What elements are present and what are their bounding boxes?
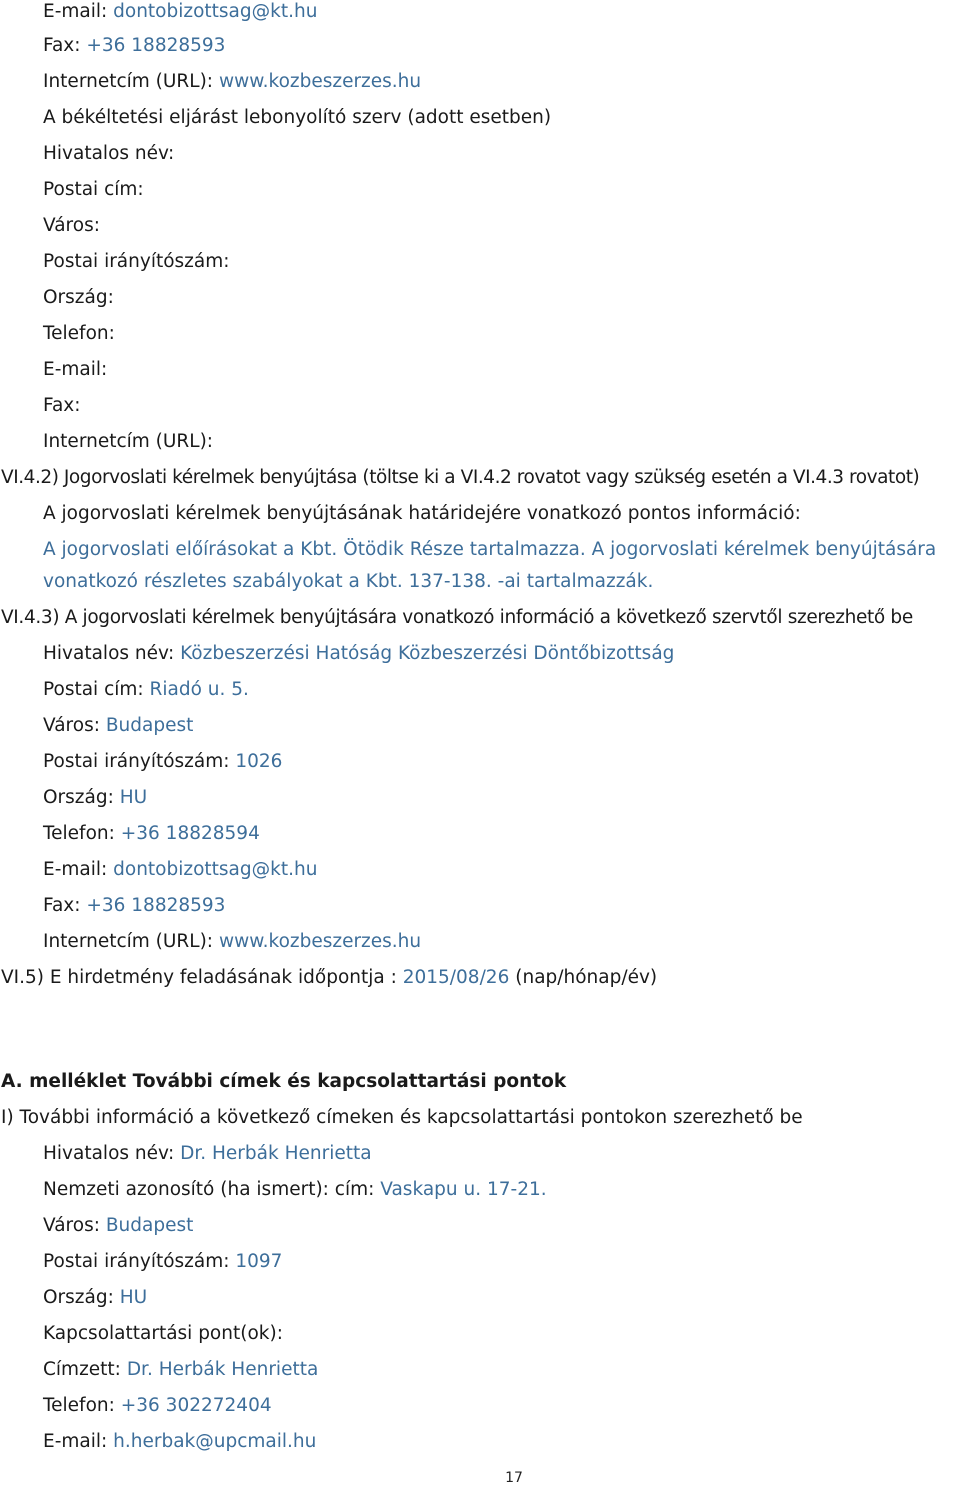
vi43-email-row (43, 858, 317, 882)
page-number: 17 (505, 1470, 523, 1486)
annex-zip-value: 1097 (235, 1251, 283, 1272)
vi43-fax-value: +36 18828593 (86, 895, 226, 916)
vi43-email-value: dontobizottsag@kt.hu (113, 859, 318, 880)
bekeltetes-title: A békéltetési eljárást lebonyolító szerv (adott esetben) (43, 107, 552, 128)
vi43-fax-row (43, 894, 225, 918)
bekeltetes-address-label: Postai cím: (43, 179, 144, 200)
annex-phone-value: +36 302272404 (120, 1395, 272, 1416)
bekeltetes-name-label: Hivatalos név: (43, 143, 175, 164)
annex-national-id-label: Nemzeti azonosító (ha ismert): cím: (43, 1179, 375, 1200)
vi42-subheading: A jogorvoslati kérelmek benyújtásának határidejére vonatkozó pontos információ: (43, 503, 801, 524)
url-label: Internetcím (URL): (43, 71, 214, 92)
annex-name-value: Dr. Herbák Henrietta (180, 1143, 372, 1164)
vi43-heading: VI.4.3) A jogorvoslati kérelmek benyújtására vonatkozó információ a következő szervtől szerezhető be (1, 607, 913, 628)
annex-email-row (43, 1430, 316, 1454)
vi43-country-label: Ország: (43, 787, 114, 808)
bekeltetes-phone-label: Telefon: (43, 323, 115, 344)
annex-name-label: Hivatalos név: (43, 1143, 175, 1164)
annex-recipient-label: Címzett: (43, 1359, 121, 1380)
annex-recipient-value: Dr. Herbák Henrietta (126, 1359, 319, 1380)
annex-email-value: h.herbak@upcmail.hu (113, 1431, 317, 1452)
vi43-name-label: Hivatalos név: (43, 643, 175, 664)
vi43-fax-label: Fax: (43, 895, 81, 916)
annex-title: A. melléklet További címek és kapcsolattartási pontok (1, 1071, 567, 1092)
vi43-name-value: Közbeszerzési Hatóság Közbeszerzési Döntőbizottság (180, 643, 675, 664)
annex-country-row (43, 1286, 147, 1310)
vi5-row (1, 966, 657, 990)
vi43-url-value: www.kozbeszerzes.hu (218, 931, 422, 952)
vi42-value-line2: vonatkozó részletes szabályokat a Kbt. 137-138. -ai tartalmazzák. (43, 571, 654, 592)
annex-phone-label: Telefon: (43, 1395, 115, 1416)
email-row (43, 0, 317, 24)
vi43-address-row (43, 678, 249, 702)
annex-country-label: Ország: (43, 1287, 114, 1308)
annex-zip-label: Postai irányítószám: (43, 1251, 230, 1272)
annex-country-value: HU (119, 1287, 148, 1308)
annex-city-label: Város: (43, 1215, 100, 1236)
fax-label: Fax: (43, 35, 81, 56)
annex-recipient-row (43, 1358, 318, 1382)
fax-row (43, 34, 225, 58)
annex-zip-row (43, 1250, 282, 1274)
vi42-heading: VI.4.2) Jogorvoslati kérelmek benyújtása (töltse ki a VI.4.2 rovatot vagy szükség esetén a VI.4.3 rovatot) (1, 467, 920, 488)
email-label: E-mail: (43, 1, 108, 22)
vi43-zip-value: 1026 (235, 751, 283, 772)
vi43-city-row (43, 714, 193, 738)
fax-value: +36 18828593 (86, 35, 226, 56)
vi5-suffix: (nap/hónap/év) (515, 967, 658, 988)
annex-national-id-row (43, 1178, 547, 1202)
url-row (43, 70, 421, 94)
bekeltetes-email-label: E-mail: (43, 359, 108, 380)
bekeltetes-country-label: Ország: (43, 287, 114, 308)
annex-email-label: E-mail: (43, 1431, 108, 1452)
bekeltetes-zip-label: Postai irányítószám: (43, 251, 230, 272)
bekeltetes-url-label: Internetcím (URL): (43, 431, 214, 452)
annex-contact-label: Kapcsolattartási pont(ok): (43, 1323, 283, 1344)
annex-address-value: Vaskapu u. 17-21. (380, 1179, 547, 1200)
vi43-phone-label: Telefon: (43, 823, 115, 844)
vi43-country-value: HU (119, 787, 148, 808)
bekeltetes-city-label: Város: (43, 215, 100, 236)
vi43-country-row (43, 786, 147, 810)
vi43-url-row (43, 930, 421, 954)
annex-city-value: Budapest (105, 1215, 194, 1236)
email-value: dontobizottsag@kt.hu (113, 1, 318, 22)
vi43-address-label: Postai cím: (43, 679, 144, 700)
vi43-address-value: Riadó u. 5. (149, 679, 249, 700)
vi43-name-row (43, 642, 674, 666)
vi43-zip-label: Postai irányítószám: (43, 751, 230, 772)
bekeltetes-fax-label: Fax: (43, 395, 81, 416)
annex-name-row (43, 1142, 372, 1166)
vi43-phone-value: +36 18828594 (120, 823, 260, 844)
url-value: www.kozbeszerzes.hu (218, 71, 422, 92)
annex-city-row (43, 1214, 193, 1238)
vi43-url-label: Internetcím (URL): (43, 931, 214, 952)
vi43-city-label: Város: (43, 715, 100, 736)
vi43-phone-row (43, 822, 260, 846)
vi43-email-label: E-mail: (43, 859, 108, 880)
vi42-value-line1: A jogorvoslati előírásokat a Kbt. Ötödik Része tartalmazza. A jogorvoslati kérelmek benyújtására (43, 539, 937, 560)
annex-section: I) További információ a következő címeken és kapcsolattartási pontokon szerezhető be (1, 1107, 803, 1128)
vi43-city-value: Budapest (105, 715, 194, 736)
vi5-date-value: 2015/08/26 (402, 967, 510, 988)
vi5-label: VI.5) E hirdetmény feladásának időpontja : (1, 967, 397, 988)
vi43-zip-row (43, 750, 282, 774)
annex-phone-row (43, 1394, 272, 1418)
